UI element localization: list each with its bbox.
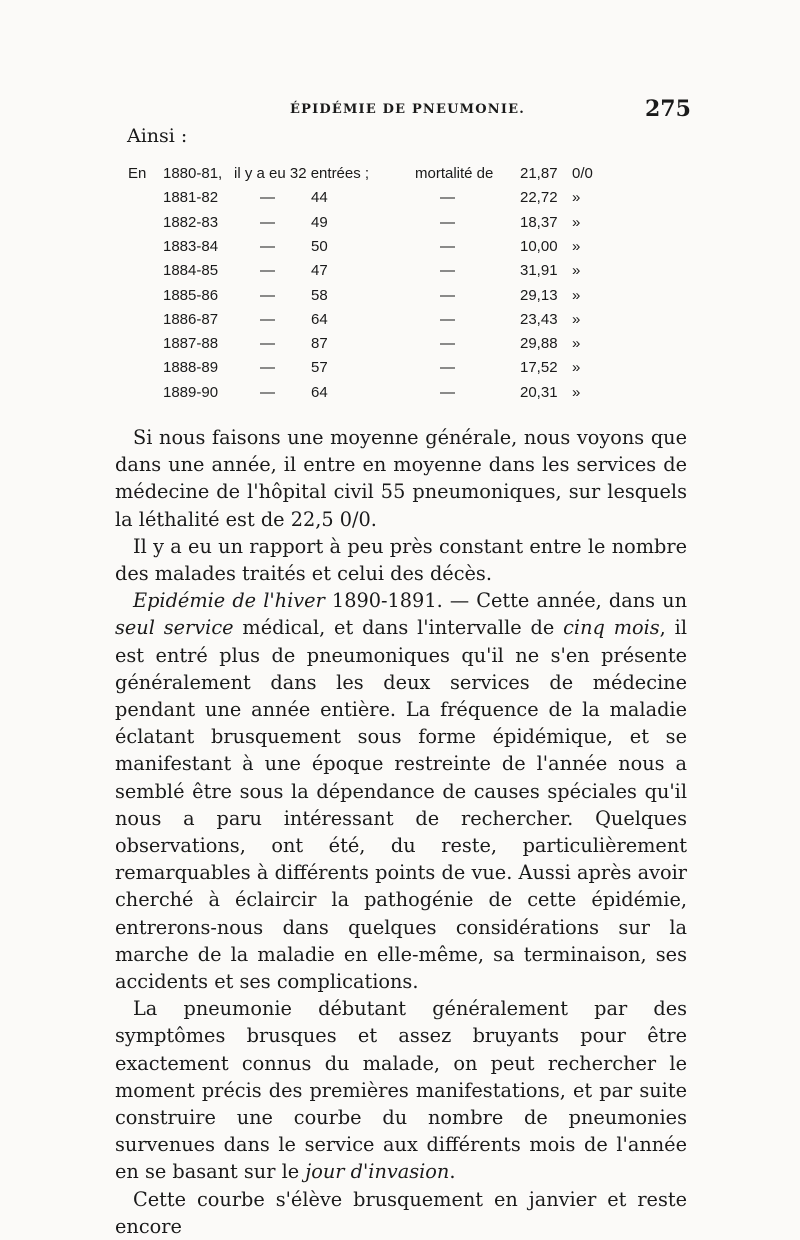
row-years: 1889-90 — [163, 383, 219, 401]
row-unit: » — [572, 189, 581, 207]
italic-run: jour d'invasion — [305, 1160, 450, 1184]
row-years: 1888-89 — [163, 359, 219, 377]
row-dash: — — [260, 359, 275, 377]
row-years: 1885-86 — [163, 286, 219, 304]
table-row — [0, 384, 800, 408]
row-entries: 58 — [311, 286, 328, 304]
row-middle-text: il y a eu 32 entrées ; — [234, 165, 370, 182]
row-unit: » — [572, 213, 581, 231]
table-row — [0, 335, 800, 359]
text-run: La pneumonie débutant généralement par des symptômes brusques et assez bruyants pour être exactement connus du malade, on peut rechercher le moment précis des premières manifestations, et par suite construire une courbe du nombre de pneumonies survenues dans le service aux différents mois de l'année en se basant sur le — [115, 997, 687, 1184]
row-dash: — — [440, 359, 455, 377]
text-run: 1890-1891. — Cette année, dans un — [324, 589, 687, 613]
table-row — [0, 214, 800, 238]
italic-run: seul — [115, 616, 155, 640]
row-value: 23,43 — [520, 310, 558, 328]
row-dash: — — [440, 383, 455, 401]
row-years: 1887-88 — [163, 335, 219, 353]
row-entries: 64 — [311, 310, 328, 328]
table-row — [0, 311, 800, 335]
row-value: 17,52 — [520, 359, 558, 377]
paragraph: Si nous faisons une moyenne générale, nous voyons que dans une année, il entre en moyenne dans les services de médecine de l'hôpital civil 55 pneumoniques, sur lesquels la léthalité est de 22,5 0/0. — [115, 426, 687, 531]
paragraph: Il y a eu un rapport à peu près constant entre le nombre des malades traités et celui des décès. — [115, 534, 687, 586]
paragraph — [115, 995, 687, 1185]
row-dash: — — [440, 189, 455, 207]
row-entries: 47 — [311, 262, 328, 280]
row-value: 29,88 — [520, 335, 558, 353]
row-unit: » — [572, 335, 581, 353]
row-dash: — — [440, 262, 455, 280]
row-dash: — — [260, 310, 275, 328]
row-value: 31,91 — [520, 262, 558, 280]
text-run: . — [449, 1160, 456, 1184]
body-text — [115, 424, 687, 1240]
row-unit: » — [572, 286, 581, 304]
row-unit: » — [572, 383, 581, 401]
row-value: 22,72 — [520, 189, 558, 207]
row-dash: — — [260, 383, 275, 401]
row-unit: » — [572, 262, 581, 280]
row-value: 29,13 — [520, 286, 558, 304]
row-entries: 87 — [311, 335, 328, 353]
row-value: 20,31 — [520, 383, 558, 401]
row-years: 1882-83 — [163, 213, 219, 231]
row-unit: » — [572, 237, 581, 255]
italic-run: cinq mois — [563, 616, 660, 640]
row-dash: — — [260, 335, 275, 353]
row-entries: 50 — [311, 237, 328, 255]
table-row — [0, 165, 800, 189]
row-dash: — — [260, 286, 275, 304]
row-entries: 44 — [311, 189, 328, 207]
row-dash: — — [260, 213, 275, 231]
table-row — [0, 262, 800, 286]
paragraph — [115, 587, 687, 995]
row-dash: — — [260, 189, 275, 207]
row-years: 1883-84 — [163, 237, 219, 255]
row-dash: — — [440, 335, 455, 353]
italic-run: service — [163, 616, 234, 640]
section-title: Epidémie de l'hiver — [133, 589, 325, 613]
table-row — [0, 189, 800, 213]
table-row — [0, 238, 800, 262]
row-entries: 64 — [311, 383, 328, 401]
row-unit: » — [572, 359, 581, 377]
row-unit: » — [572, 310, 581, 328]
row-value: 21,87 — [520, 165, 558, 182]
row-entries: 57 — [311, 359, 328, 377]
row-years: 1884-85 — [163, 262, 219, 280]
row-prefix: En — [128, 165, 147, 182]
table-row — [0, 287, 800, 311]
text-run — [155, 616, 164, 639]
page-number: 275 — [645, 96, 691, 122]
row-value: 10,00 — [520, 237, 558, 255]
intro-label: Ainsi : — [127, 125, 188, 147]
row-entries: 49 — [311, 213, 328, 231]
paragraph: Cette courbe s'élève brusquement en janvier et reste encore — [115, 1187, 687, 1238]
row-dash: — — [440, 213, 455, 231]
row-dash: — — [260, 262, 275, 280]
row-years: 1880-81, — [163, 165, 223, 182]
table-row — [0, 359, 800, 383]
running-title: ÉPIDÉMIE DE PNEUMONIE. — [290, 102, 525, 117]
row-years: 1886-87 — [163, 310, 219, 328]
row-years: 1881-82 — [163, 189, 219, 207]
text-run: médical, et dans l'intervalle de — [233, 616, 564, 640]
row-value: 18,37 — [520, 213, 558, 231]
row-unit: 0/0 — [572, 165, 593, 182]
row-mortality-label: mortalité de — [415, 165, 494, 182]
text-run: , il est entré plus de pneumoniques qu'il ne s'en présente généralement dans les deux services de médecine pendant une année entière. La fréquence de la maladie éclatant brusquement sous forme épidémique, et se manifestant à une époque restreinte de l'année nous a semblé être sous la dépendance de causes spéciales qu'il nous a paru intéressant de rechercher. Quelques observations, ont été, du reste, particulièrement remarquables à différents points de vue. Aussi après avoir cherché à éclaircir la pathogénie de cette épidémie, entrerons-nous dans quelques considérations sur la marche de la maladie en elle-même, sa terminaison, ses accidents et ses complications. — [115, 616, 687, 994]
row-dash: — — [440, 286, 455, 304]
row-dash: — — [260, 237, 275, 255]
running-header — [0, 96, 800, 124]
row-dash: — — [440, 237, 455, 255]
row-dash: — — [440, 310, 455, 328]
